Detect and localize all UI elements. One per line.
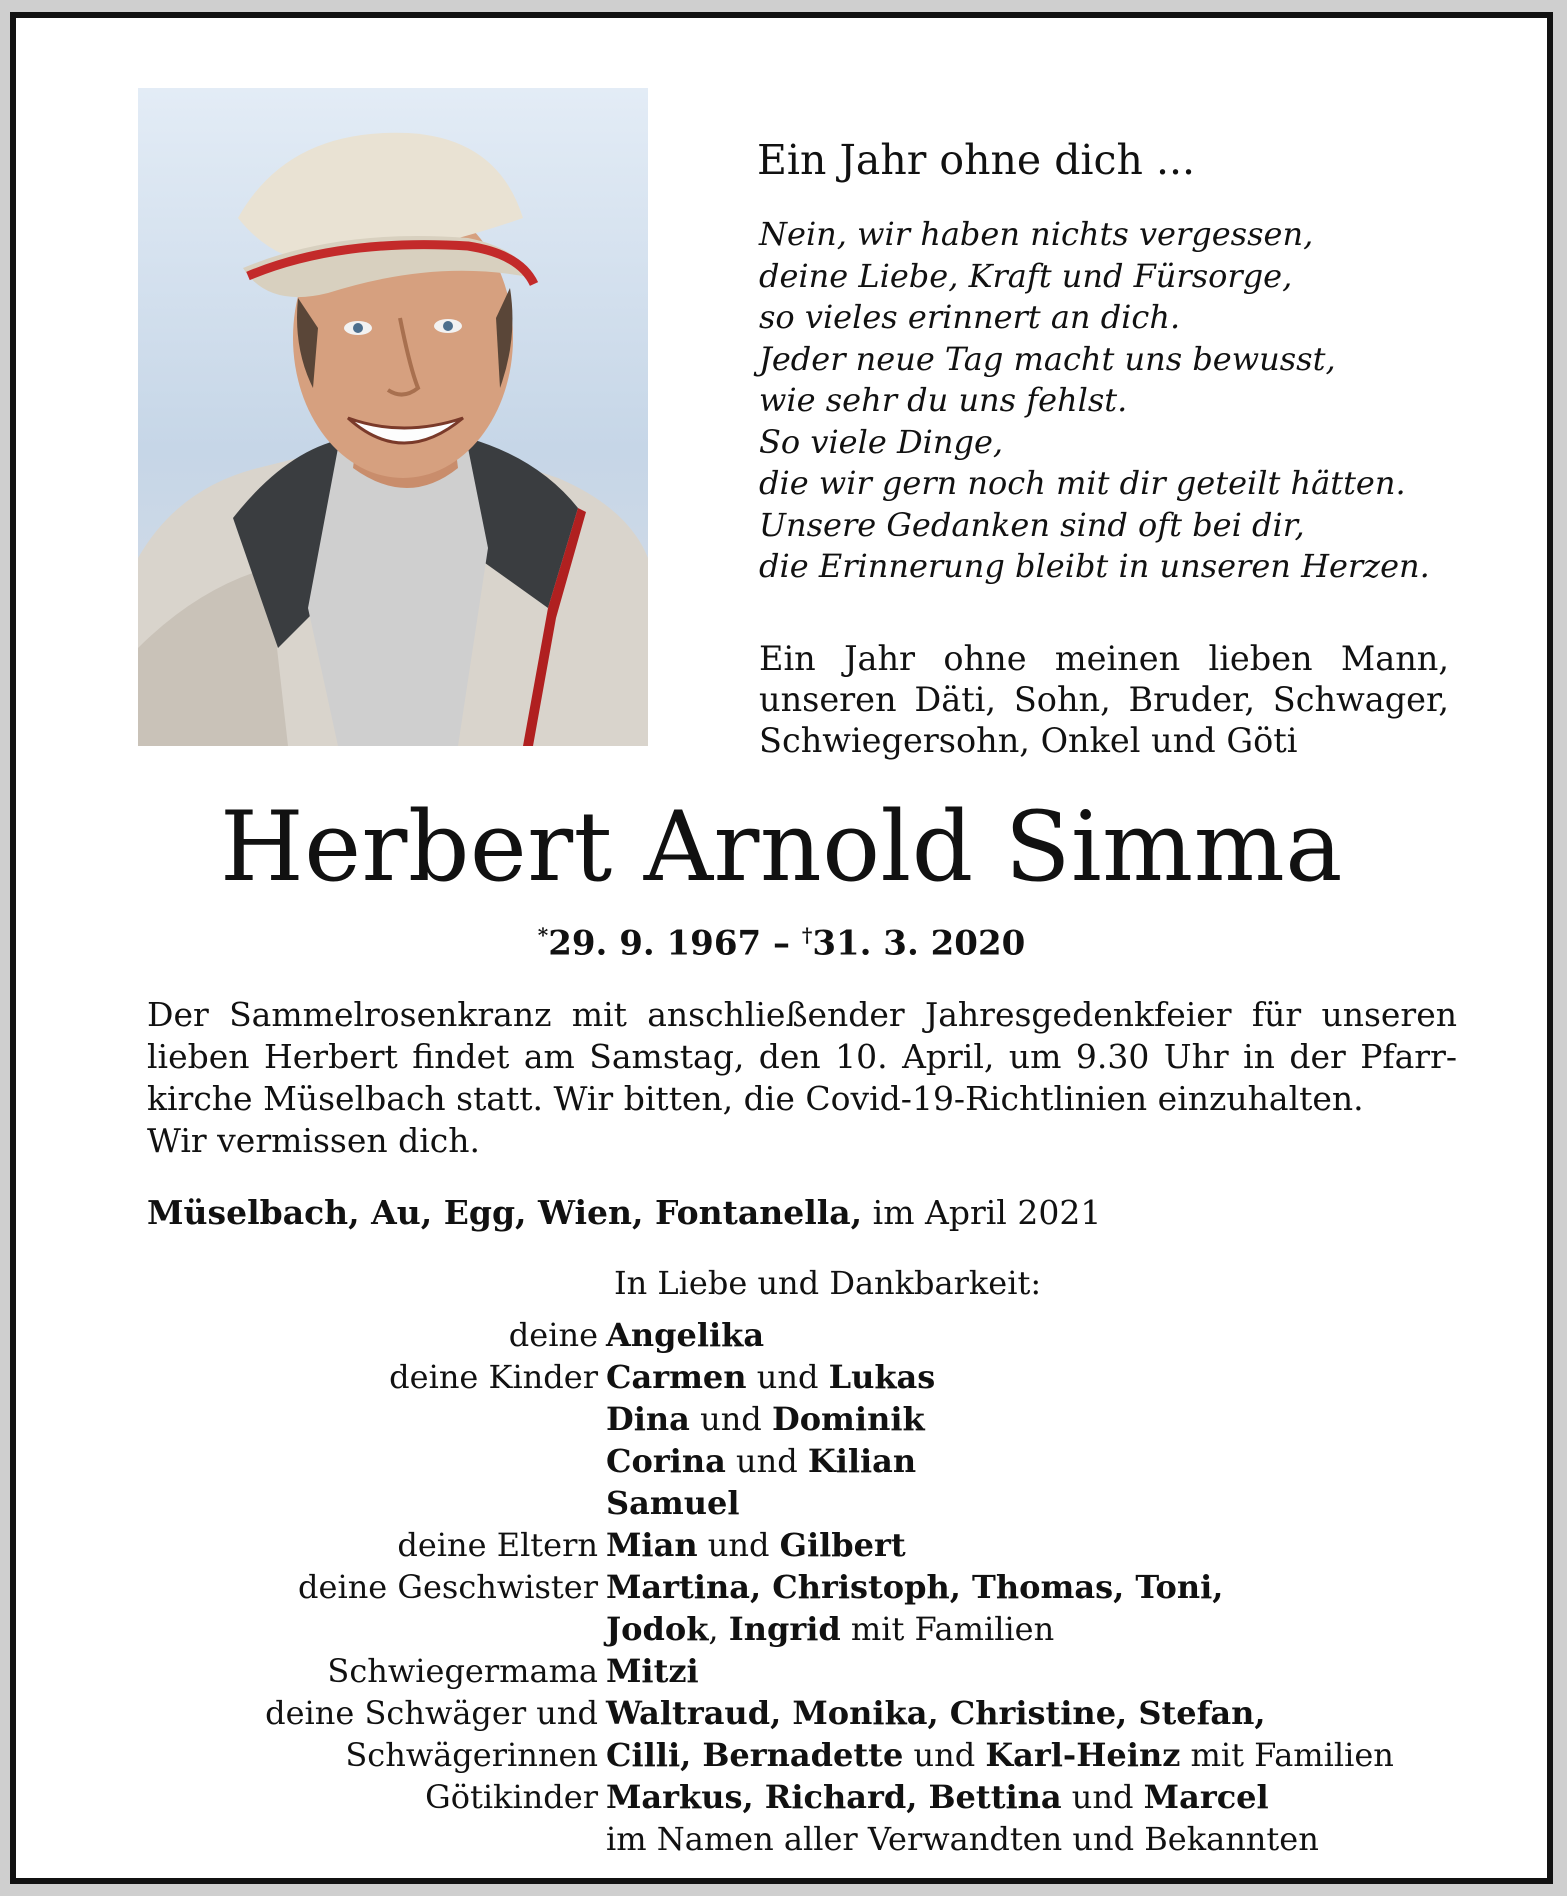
mourner-relation — [196, 1482, 606, 1524]
date-separator: – — [761, 923, 802, 964]
mourner-row — [196, 1356, 1394, 1398]
poem-line: Nein, wir haben nichts vergessen, — [759, 215, 1314, 253]
mourner-row — [196, 1692, 1394, 1734]
mourner-names — [606, 1608, 1054, 1650]
portrait-photo — [138, 88, 648, 746]
intro-title: Ein Jahr ohne dich ... — [757, 136, 1196, 184]
mourner-connector: und — [689, 1400, 772, 1438]
mourner-relation: Götikinder — [425, 1778, 598, 1816]
mourner-connector: und — [725, 1442, 808, 1480]
mourner-names — [606, 1356, 935, 1398]
mourner-name: Kilian — [807, 1442, 917, 1480]
poem-line: deine Liebe, Kraft und Fürsorge, — [759, 256, 1293, 295]
mourner-name: Waltraud, Monika, Christine, Stefan, — [606, 1694, 1266, 1732]
mourner-name: Dominik — [771, 1400, 925, 1438]
mourner-names — [606, 1314, 764, 1356]
mourner-relation: deine Geschwister — [298, 1568, 598, 1606]
mourner-name: Angelika — [606, 1316, 765, 1354]
place-date-line — [147, 1193, 1101, 1232]
deceased-name: Herbert Arnold Simma — [220, 791, 1343, 903]
obituary-frame — [10, 12, 1553, 1884]
mourner-name: Gilbert — [779, 1526, 906, 1564]
mourner-name: Carmen — [606, 1358, 747, 1396]
mourner-row — [196, 1608, 1394, 1650]
mourner-names — [606, 1398, 925, 1440]
mourner-connector: , — [708, 1610, 729, 1648]
places: Müselbach, Au, Egg, Wien, Fontanella, — [147, 1193, 863, 1232]
mourner-name: Karl-Heinz — [985, 1736, 1181, 1774]
poem-line: so vieles erinnert an dich. — [759, 298, 1181, 336]
mourner-names — [606, 1440, 916, 1482]
message-line: kirche Müselbach statt. Wir bitten, die Covid-19-Richtlinien einzuhalten. — [147, 1079, 1364, 1118]
death-symbol: † — [801, 923, 813, 947]
mourner-row — [196, 1524, 1394, 1566]
mourner-connector: und — [1061, 1778, 1144, 1816]
poem-line: die Erinnerung bleibt in unseren Herzen. — [759, 547, 1430, 585]
mourner-name: Markus, Richard, Bettina — [606, 1778, 1062, 1816]
mourner-relation: deine Kinder — [389, 1358, 598, 1396]
poem-line: So viele Dinge, — [759, 422, 1004, 461]
mourner-name: Cilli, Bernadette — [606, 1736, 904, 1774]
mourner-name: Mian — [606, 1526, 698, 1564]
mourner-names — [606, 1650, 699, 1692]
mourner-row — [196, 1734, 1394, 1776]
mourner-connector: im Namen aller Verwandten und Bekannten — [606, 1820, 1319, 1858]
mourner-row — [196, 1398, 1394, 1440]
mourner-relation — [196, 1608, 606, 1650]
poem-line: die wir gern noch mit dir geteilt hätten. — [759, 464, 1406, 502]
mourner-connector: mit Familien — [1180, 1736, 1394, 1774]
message-line: lieben Herbert findet am Samstag, den 10. April, um 9.30 Uhr in der Pfarr- — [147, 1037, 1457, 1076]
mourner-row — [196, 1482, 1394, 1524]
message-line: Der Sammelrosenkranz mit anschließender Jahresgedenkfeier für unseren — [147, 995, 1457, 1034]
mourner-row — [196, 1776, 1394, 1818]
mourner-relation — [196, 1818, 606, 1860]
mourner-name: Ingrid — [728, 1610, 841, 1648]
mourner-name: Corina — [606, 1442, 726, 1480]
service-message — [147, 994, 1457, 1162]
mourners-list — [196, 1314, 1394, 1860]
mourner-relation: deine — [508, 1316, 598, 1354]
mourner-names — [606, 1482, 739, 1524]
mourner-relation — [196, 1398, 606, 1440]
mourner-connector: und — [697, 1526, 780, 1564]
mourner-names — [606, 1692, 1265, 1734]
intro-paragraph-line: Ein Jahr ohne meinen lieben Mann, — [759, 639, 1449, 678]
intro-paragraph-line: Schwiegersohn, Onkel und Göti — [759, 721, 1298, 760]
death-date: 31. 3. 2020 — [812, 923, 1026, 964]
birth-symbol: * — [537, 923, 549, 947]
mourner-relation: deine Schwäger und — [265, 1694, 598, 1732]
mourner-row — [196, 1818, 1394, 1860]
mourner-row — [196, 1314, 1394, 1356]
mourner-row — [196, 1650, 1394, 1692]
mourner-name: Lukas — [828, 1358, 936, 1396]
mourner-names — [606, 1566, 1223, 1608]
life-dates — [16, 923, 1547, 963]
closing-line: In Liebe und Dankbarkeit: — [614, 1264, 1042, 1302]
mourner-name: Mitzi — [606, 1652, 699, 1690]
mourner-names — [606, 1524, 906, 1566]
poem — [759, 214, 1430, 588]
birth-date: 29. 9. 1967 — [548, 923, 762, 964]
mourner-name: Dina — [606, 1400, 690, 1438]
mourner-connector: und — [746, 1358, 829, 1396]
mourner-relation: Schwägerinnen — [345, 1736, 598, 1774]
place-date: im April 2021 — [862, 1193, 1102, 1232]
mourner-relation: Schwiegermama — [327, 1652, 598, 1690]
poem-line: Jeder neue Tag macht uns bewusst, — [759, 339, 1336, 378]
message-line: Wir vermissen dich. — [147, 1121, 480, 1160]
mourner-relation: deine Eltern — [397, 1526, 598, 1564]
mourner-name: Samuel — [606, 1484, 740, 1522]
poem-line: Unsere Gedanken sind oft bei dir, — [759, 505, 1305, 544]
mourner-connector: mit Familien — [840, 1610, 1055, 1648]
mourner-names — [606, 1776, 1269, 1818]
intro-paragraph — [759, 638, 1449, 761]
mourner-name: Marcel — [1143, 1778, 1269, 1816]
intro-paragraph-line: unseren Däti, Sohn, Bruder, Schwager, — [759, 680, 1449, 719]
mourner-row — [196, 1566, 1394, 1608]
mourner-name: Martina, Christoph, Thomas, Toni, — [606, 1568, 1224, 1606]
poem-line: wie sehr du uns fehlst. — [759, 381, 1128, 419]
mourner-row — [196, 1440, 1394, 1482]
mourner-names — [606, 1734, 1394, 1776]
portrait-illustration — [138, 88, 648, 746]
mourner-relation — [196, 1440, 606, 1482]
mourner-name: Jodok — [606, 1610, 709, 1648]
mourner-names — [606, 1818, 1319, 1860]
mourner-connector: und — [903, 1736, 986, 1774]
